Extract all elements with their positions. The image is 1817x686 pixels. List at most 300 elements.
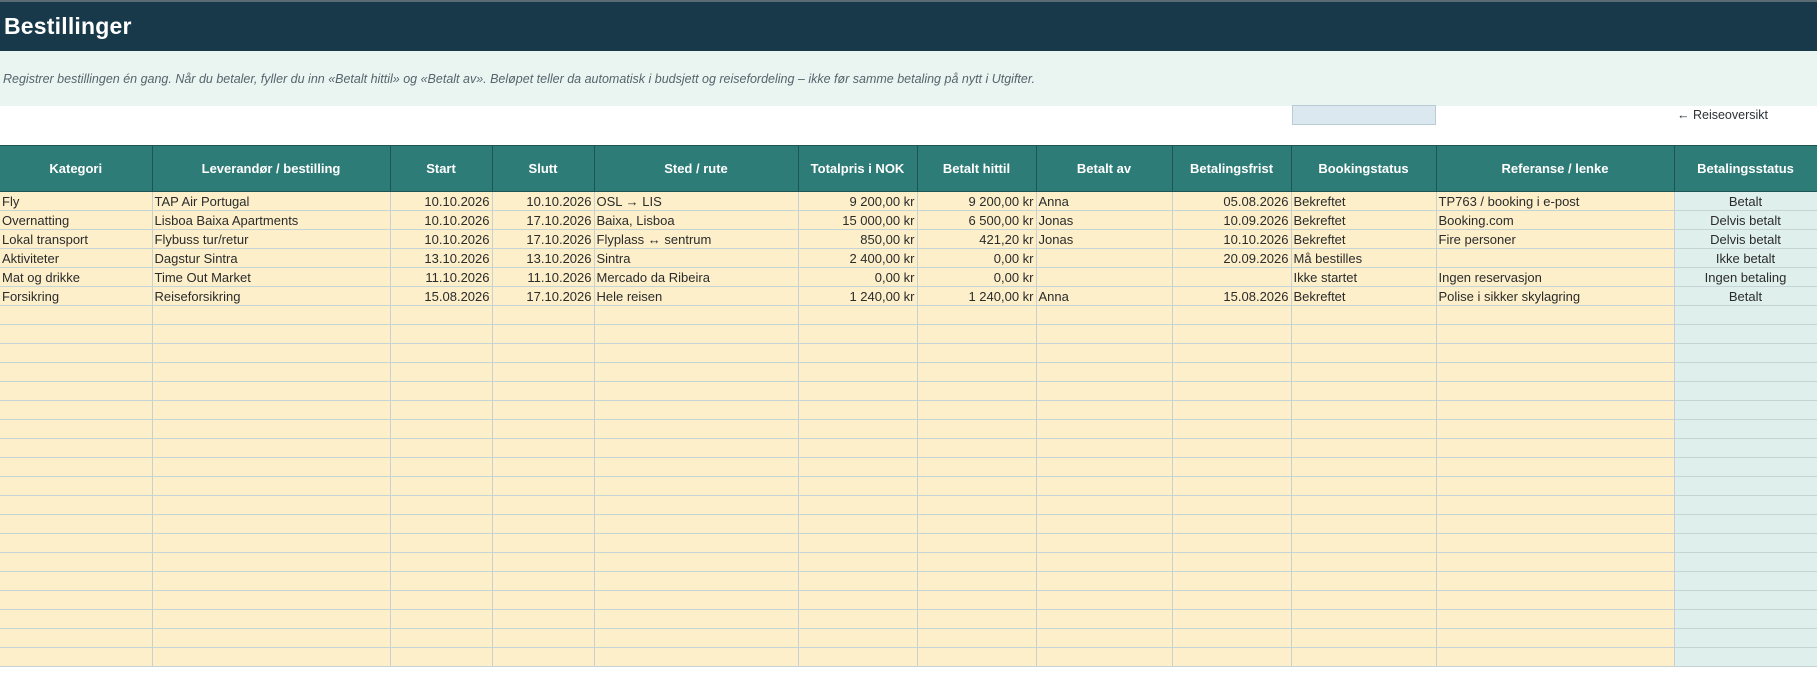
table-cell[interactable] — [917, 420, 1036, 439]
table-cell[interactable] — [1674, 306, 1817, 325]
table-cell[interactable]: 2 400,00 kr — [798, 249, 917, 268]
table-cell[interactable] — [1436, 344, 1674, 363]
table-cell[interactable] — [1291, 610, 1436, 629]
table-cell[interactable] — [917, 439, 1036, 458]
table-cell[interactable] — [390, 382, 492, 401]
table-cell[interactable] — [1436, 553, 1674, 572]
table-cell[interactable] — [1674, 496, 1817, 515]
table-cell[interactable] — [152, 477, 390, 496]
table-cell[interactable] — [798, 420, 917, 439]
table-cell[interactable]: Jonas — [1036, 230, 1172, 249]
table-cell[interactable] — [0, 439, 152, 458]
table-cell[interactable] — [798, 382, 917, 401]
table-cell[interactable] — [1036, 325, 1172, 344]
table-cell[interactable] — [1036, 249, 1172, 268]
table-cell[interactable] — [1291, 401, 1436, 420]
column-header[interactable]: Totalpris i NOK — [798, 146, 917, 192]
table-cell[interactable]: 10.10.2026 — [390, 192, 492, 211]
table-cell[interactable] — [594, 306, 798, 325]
table-cell[interactable] — [492, 572, 594, 591]
table-cell[interactable] — [1674, 344, 1817, 363]
table-cell[interactable] — [0, 458, 152, 477]
table-cell[interactable] — [152, 572, 390, 591]
table-cell[interactable] — [1036, 477, 1172, 496]
table-cell[interactable] — [152, 401, 390, 420]
table-cell[interactable] — [152, 534, 390, 553]
table-cell[interactable]: 17.10.2026 — [492, 211, 594, 230]
table-cell[interactable]: 17.10.2026 — [492, 230, 594, 249]
table-cell[interactable] — [594, 591, 798, 610]
table-cell[interactable]: 15.08.2026 — [1172, 287, 1291, 306]
table-cell[interactable] — [390, 515, 492, 534]
table-cell[interactable] — [917, 572, 1036, 591]
table-cell[interactable] — [917, 496, 1036, 515]
table-cell[interactable] — [390, 553, 492, 572]
table-cell[interactable]: 10.10.2026 — [390, 230, 492, 249]
table-cell[interactable] — [1674, 325, 1817, 344]
table-cell[interactable] — [492, 477, 594, 496]
table-cell[interactable]: Ingen reservasjon — [1436, 268, 1674, 287]
table-cell[interactable] — [798, 477, 917, 496]
table-cell[interactable] — [1291, 534, 1436, 553]
table-cell[interactable] — [1172, 306, 1291, 325]
table-cell[interactable] — [1436, 629, 1674, 648]
column-header[interactable]: Leverandør / bestilling — [152, 146, 390, 192]
table-cell[interactable] — [1036, 439, 1172, 458]
table-cell[interactable]: OSL → LIS — [594, 192, 798, 211]
table-cell[interactable] — [492, 363, 594, 382]
table-cell[interactable]: Ikke betalt — [1674, 249, 1817, 268]
table-cell[interactable] — [594, 515, 798, 534]
table-cell[interactable] — [152, 553, 390, 572]
table-cell[interactable] — [1436, 382, 1674, 401]
table-cell[interactable] — [1036, 572, 1172, 591]
table-cell[interactable] — [1172, 629, 1291, 648]
table-cell[interactable]: Time Out Market — [152, 268, 390, 287]
table-cell[interactable] — [917, 401, 1036, 420]
table-cell[interactable] — [798, 401, 917, 420]
table-cell[interactable] — [1036, 496, 1172, 515]
table-cell[interactable] — [1172, 439, 1291, 458]
table-cell[interactable]: 05.08.2026 — [1172, 192, 1291, 211]
table-cell[interactable] — [917, 591, 1036, 610]
table-cell[interactable] — [1674, 572, 1817, 591]
table-cell[interactable] — [1436, 363, 1674, 382]
table-cell[interactable]: Ingen betaling — [1674, 268, 1817, 287]
table-cell[interactable]: Flybuss tur/retur — [152, 230, 390, 249]
table-cell[interactable]: 13.10.2026 — [390, 249, 492, 268]
table-cell[interactable]: Delvis betalt — [1674, 211, 1817, 230]
table-cell[interactable] — [390, 401, 492, 420]
table-cell[interactable]: 15 000,00 kr — [798, 211, 917, 230]
table-cell[interactable] — [594, 610, 798, 629]
table-cell[interactable] — [390, 534, 492, 553]
table-cell[interactable] — [917, 553, 1036, 572]
table-cell[interactable] — [152, 458, 390, 477]
table-cell[interactable] — [492, 591, 594, 610]
table-cell[interactable] — [1291, 591, 1436, 610]
table-cell[interactable] — [390, 496, 492, 515]
table-cell[interactable] — [1172, 458, 1291, 477]
table-cell[interactable]: Flyplass ↔ sentrum — [594, 230, 798, 249]
table-cell[interactable] — [1172, 363, 1291, 382]
table-cell[interactable] — [917, 477, 1036, 496]
table-cell[interactable]: TP763 / booking i e-post — [1436, 192, 1674, 211]
table-cell[interactable] — [0, 629, 152, 648]
table-cell[interactable] — [152, 420, 390, 439]
table-cell[interactable] — [152, 648, 390, 667]
table-cell[interactable] — [798, 458, 917, 477]
table-cell[interactable] — [0, 420, 152, 439]
table-cell[interactable] — [1291, 420, 1436, 439]
table-cell[interactable] — [390, 572, 492, 591]
table-cell[interactable] — [492, 325, 594, 344]
table-cell[interactable] — [0, 325, 152, 344]
table-cell[interactable] — [1172, 591, 1291, 610]
table-cell[interactable]: Hele reisen — [594, 287, 798, 306]
info-text[interactable]: Registrer bestillingen én gang. Når du betaler, fyller du inn «Betalt hittil» og «Betalt av». Beløpet teller da automatisk i budsjett og reisefordeling – ikke før samme betaling på nytt i Utgifter. — [3, 72, 1036, 86]
table-cell[interactable]: 10.10.2026 — [1172, 230, 1291, 249]
table-cell[interactable] — [390, 610, 492, 629]
table-cell[interactable] — [1291, 344, 1436, 363]
table-cell[interactable] — [594, 648, 798, 667]
table-cell[interactable] — [594, 325, 798, 344]
table-cell[interactable] — [798, 572, 917, 591]
table-cell[interactable]: Booking.com — [1436, 211, 1674, 230]
table-cell[interactable] — [594, 401, 798, 420]
table-cell[interactable]: Dagstur Sintra — [152, 249, 390, 268]
table-cell[interactable] — [1436, 648, 1674, 667]
table-cell[interactable] — [1172, 648, 1291, 667]
table-cell[interactable]: Må bestilles — [1291, 249, 1436, 268]
table-cell[interactable] — [1036, 591, 1172, 610]
table-cell[interactable] — [917, 344, 1036, 363]
table-cell[interactable] — [0, 648, 152, 667]
column-header[interactable]: Betalt av — [1036, 146, 1172, 192]
table-cell[interactable] — [917, 534, 1036, 553]
table-cell[interactable] — [152, 325, 390, 344]
table-cell[interactable]: Overnatting — [0, 211, 152, 230]
table-cell[interactable] — [492, 515, 594, 534]
table-cell[interactable]: 0,00 kr — [917, 268, 1036, 287]
table-cell[interactable] — [594, 420, 798, 439]
table-cell[interactable] — [798, 496, 917, 515]
table-cell[interactable] — [1674, 515, 1817, 534]
table-cell[interactable] — [1172, 515, 1291, 534]
table-cell[interactable] — [1291, 458, 1436, 477]
table-cell[interactable] — [798, 344, 917, 363]
table-cell[interactable] — [1674, 401, 1817, 420]
table-cell[interactable] — [1036, 363, 1172, 382]
table-cell[interactable] — [390, 648, 492, 667]
table-cell[interactable] — [1036, 268, 1172, 287]
table-cell[interactable] — [1036, 515, 1172, 534]
table-cell[interactable] — [152, 439, 390, 458]
table-cell[interactable]: Ikke startet — [1291, 268, 1436, 287]
column-header[interactable]: Betalingsfrist — [1172, 146, 1291, 192]
table-cell[interactable]: Mat og drikke — [0, 268, 152, 287]
table-cell[interactable] — [1036, 344, 1172, 363]
table-cell[interactable]: Betalt — [1674, 192, 1817, 211]
column-header[interactable]: Bookingstatus — [1291, 146, 1436, 192]
table-cell[interactable] — [798, 553, 917, 572]
table-cell[interactable] — [152, 363, 390, 382]
table-cell[interactable] — [492, 382, 594, 401]
table-cell[interactable] — [1291, 363, 1436, 382]
table-cell[interactable]: Lisboa Baixa Apartments — [152, 211, 390, 230]
table-cell[interactable] — [0, 496, 152, 515]
table-cell[interactable]: 0,00 kr — [798, 268, 917, 287]
table-cell[interactable] — [1291, 553, 1436, 572]
table-cell[interactable] — [917, 382, 1036, 401]
table-cell[interactable] — [0, 306, 152, 325]
table-cell[interactable] — [1436, 420, 1674, 439]
table-cell[interactable] — [1036, 610, 1172, 629]
table-cell[interactable]: 0,00 kr — [917, 249, 1036, 268]
table-cell[interactable] — [390, 325, 492, 344]
reiseoversikt-link[interactable]: ← Reiseoversikt — [1677, 108, 1768, 122]
table-cell[interactable] — [1036, 458, 1172, 477]
column-header[interactable]: Slutt — [492, 146, 594, 192]
table-cell[interactable] — [1172, 382, 1291, 401]
table-cell[interactable] — [1674, 629, 1817, 648]
table-cell[interactable] — [798, 515, 917, 534]
table-cell[interactable] — [0, 363, 152, 382]
table-cell[interactable] — [1036, 553, 1172, 572]
table-cell[interactable] — [917, 458, 1036, 477]
table-cell[interactable]: Anna — [1036, 287, 1172, 306]
table-cell[interactable] — [917, 629, 1036, 648]
table-cell[interactable] — [1291, 515, 1436, 534]
table-cell[interactable] — [1436, 591, 1674, 610]
table-cell[interactable] — [1674, 610, 1817, 629]
table-cell[interactable] — [0, 534, 152, 553]
table-cell[interactable] — [1036, 420, 1172, 439]
table-cell[interactable] — [0, 515, 152, 534]
table-cell[interactable]: 15.08.2026 — [390, 287, 492, 306]
table-cell[interactable] — [798, 610, 917, 629]
table-cell[interactable] — [917, 363, 1036, 382]
table-cell[interactable] — [1674, 382, 1817, 401]
table-cell[interactable] — [0, 344, 152, 363]
table-cell[interactable] — [1674, 420, 1817, 439]
table-cell[interactable] — [1436, 325, 1674, 344]
table-cell[interactable] — [798, 363, 917, 382]
table-cell[interactable] — [1291, 439, 1436, 458]
table-cell[interactable] — [1436, 458, 1674, 477]
table-cell[interactable] — [798, 629, 917, 648]
table-cell[interactable] — [1436, 477, 1674, 496]
table-cell[interactable] — [594, 382, 798, 401]
table-cell[interactable] — [917, 648, 1036, 667]
table-cell[interactable] — [798, 306, 917, 325]
table-cell[interactable] — [594, 629, 798, 648]
table-cell[interactable] — [492, 401, 594, 420]
table-cell[interactable] — [917, 610, 1036, 629]
table-cell[interactable] — [1036, 306, 1172, 325]
table-cell[interactable]: 10.10.2026 — [390, 211, 492, 230]
table-cell[interactable]: Mercado da Ribeira — [594, 268, 798, 287]
column-header[interactable]: Referanse / lenke — [1436, 146, 1674, 192]
table-cell[interactable] — [798, 534, 917, 553]
table-cell[interactable]: Fly — [0, 192, 152, 211]
table-cell[interactable] — [1172, 496, 1291, 515]
table-cell[interactable] — [390, 344, 492, 363]
table-cell[interactable] — [0, 610, 152, 629]
table-cell[interactable]: Bekreftet — [1291, 211, 1436, 230]
table-cell[interactable] — [1436, 534, 1674, 553]
table-cell[interactable] — [492, 553, 594, 572]
table-cell[interactable] — [594, 477, 798, 496]
table-cell[interactable]: TAP Air Portugal — [152, 192, 390, 211]
table-cell[interactable] — [594, 553, 798, 572]
table-cell[interactable] — [594, 534, 798, 553]
table-cell[interactable] — [152, 610, 390, 629]
table-cell[interactable] — [492, 439, 594, 458]
table-cell[interactable] — [798, 648, 917, 667]
table-cell[interactable] — [1172, 268, 1291, 287]
table-cell[interactable] — [492, 420, 594, 439]
table-cell[interactable] — [390, 477, 492, 496]
table-cell[interactable] — [1172, 401, 1291, 420]
table-cell[interactable] — [798, 591, 917, 610]
table-cell[interactable] — [1291, 496, 1436, 515]
table-cell[interactable]: 17.10.2026 — [492, 287, 594, 306]
table-cell[interactable] — [1291, 306, 1436, 325]
table-cell[interactable] — [1436, 249, 1674, 268]
table-cell[interactable] — [1291, 325, 1436, 344]
table-cell[interactable] — [594, 363, 798, 382]
table-cell[interactable] — [492, 648, 594, 667]
table-cell[interactable]: Bekreftet — [1291, 230, 1436, 249]
table-cell[interactable]: 6 500,00 kr — [917, 211, 1036, 230]
table-cell[interactable]: Anna — [1036, 192, 1172, 211]
table-cell[interactable]: 11.10.2026 — [390, 268, 492, 287]
table-cell[interactable] — [390, 629, 492, 648]
table-cell[interactable] — [0, 553, 152, 572]
column-header[interactable]: Betalt hittil — [917, 146, 1036, 192]
table-cell[interactable]: Jonas — [1036, 211, 1172, 230]
table-cell[interactable] — [492, 610, 594, 629]
table-cell[interactable] — [1036, 629, 1172, 648]
table-cell[interactable]: 20.09.2026 — [1172, 249, 1291, 268]
table-cell[interactable] — [390, 458, 492, 477]
table-cell[interactable] — [1172, 610, 1291, 629]
table-cell[interactable] — [1172, 534, 1291, 553]
table-cell[interactable]: Baixa, Lisboa — [594, 211, 798, 230]
table-cell[interactable] — [1291, 572, 1436, 591]
table-cell[interactable]: 1 240,00 kr — [917, 287, 1036, 306]
column-header[interactable]: Start — [390, 146, 492, 192]
table-cell[interactable] — [1291, 477, 1436, 496]
table-cell[interactable] — [594, 344, 798, 363]
table-cell[interactable]: Delvis betalt — [1674, 230, 1817, 249]
table-cell[interactable] — [1036, 534, 1172, 553]
column-header[interactable]: Kategori — [0, 146, 152, 192]
table-cell[interactable]: 1 240,00 kr — [798, 287, 917, 306]
table-cell[interactable]: Forsikring — [0, 287, 152, 306]
table-cell[interactable] — [492, 534, 594, 553]
table-cell[interactable] — [917, 325, 1036, 344]
column-header[interactable]: Sted / rute — [594, 146, 798, 192]
table-cell[interactable] — [1036, 648, 1172, 667]
table-cell[interactable]: Lokal transport — [0, 230, 152, 249]
table-cell[interactable] — [1436, 610, 1674, 629]
table-cell[interactable] — [1436, 401, 1674, 420]
table-cell[interactable] — [1436, 306, 1674, 325]
table-cell[interactable] — [390, 420, 492, 439]
table-cell[interactable] — [492, 344, 594, 363]
table-cell[interactable] — [594, 572, 798, 591]
highlighted-cell[interactable] — [1292, 105, 1436, 125]
table-cell[interactable] — [1172, 420, 1291, 439]
table-cell[interactable] — [1436, 439, 1674, 458]
table-cell[interactable] — [492, 629, 594, 648]
table-cell[interactable] — [1172, 325, 1291, 344]
table-cell[interactable] — [1172, 572, 1291, 591]
table-cell[interactable] — [0, 591, 152, 610]
table-cell[interactable] — [152, 496, 390, 515]
table-cell[interactable] — [1436, 515, 1674, 534]
table-cell[interactable]: 10.09.2026 — [1172, 211, 1291, 230]
table-cell[interactable] — [152, 382, 390, 401]
table-cell[interactable] — [1674, 553, 1817, 572]
table-cell[interactable] — [152, 344, 390, 363]
table-cell[interactable] — [1172, 344, 1291, 363]
table-cell[interactable] — [1291, 382, 1436, 401]
table-cell[interactable] — [594, 458, 798, 477]
table-cell[interactable]: Reiseforsikring — [152, 287, 390, 306]
table-cell[interactable] — [1172, 477, 1291, 496]
table-cell[interactable] — [1036, 382, 1172, 401]
table-cell[interactable] — [1291, 629, 1436, 648]
table-cell[interactable] — [152, 515, 390, 534]
table-cell[interactable] — [390, 591, 492, 610]
table-cell[interactable] — [1674, 477, 1817, 496]
table-cell[interactable]: Fire personer — [1436, 230, 1674, 249]
table-cell[interactable] — [1436, 572, 1674, 591]
table-cell[interactable] — [152, 306, 390, 325]
table-cell[interactable]: Aktiviteter — [0, 249, 152, 268]
table-cell[interactable] — [1172, 553, 1291, 572]
table-cell[interactable] — [492, 496, 594, 515]
table-cell[interactable] — [1036, 401, 1172, 420]
table-cell[interactable] — [1674, 591, 1817, 610]
table-cell[interactable]: Bekreftet — [1291, 287, 1436, 306]
table-cell[interactable] — [390, 439, 492, 458]
table-cell[interactable]: Sintra — [594, 249, 798, 268]
table-cell[interactable] — [594, 439, 798, 458]
table-cell[interactable]: 9 200,00 kr — [798, 192, 917, 211]
table-cell[interactable] — [917, 515, 1036, 534]
table-cell[interactable]: 11.10.2026 — [492, 268, 594, 287]
table-cell[interactable] — [1674, 534, 1817, 553]
table-cell[interactable] — [492, 458, 594, 477]
table-cell[interactable] — [1291, 648, 1436, 667]
table-cell[interactable] — [0, 382, 152, 401]
table-cell[interactable] — [0, 477, 152, 496]
table-cell[interactable]: 13.10.2026 — [492, 249, 594, 268]
table-cell[interactable]: 10.10.2026 — [492, 192, 594, 211]
table-cell[interactable]: Bekreftet — [1291, 192, 1436, 211]
table-cell[interactable] — [492, 306, 594, 325]
column-header[interactable]: Betalingsstatus — [1674, 146, 1817, 192]
table-cell[interactable] — [1674, 363, 1817, 382]
table-cell[interactable] — [152, 591, 390, 610]
table-cell[interactable] — [1674, 648, 1817, 667]
table-cell[interactable]: 850,00 kr — [798, 230, 917, 249]
table-cell[interactable] — [0, 572, 152, 591]
